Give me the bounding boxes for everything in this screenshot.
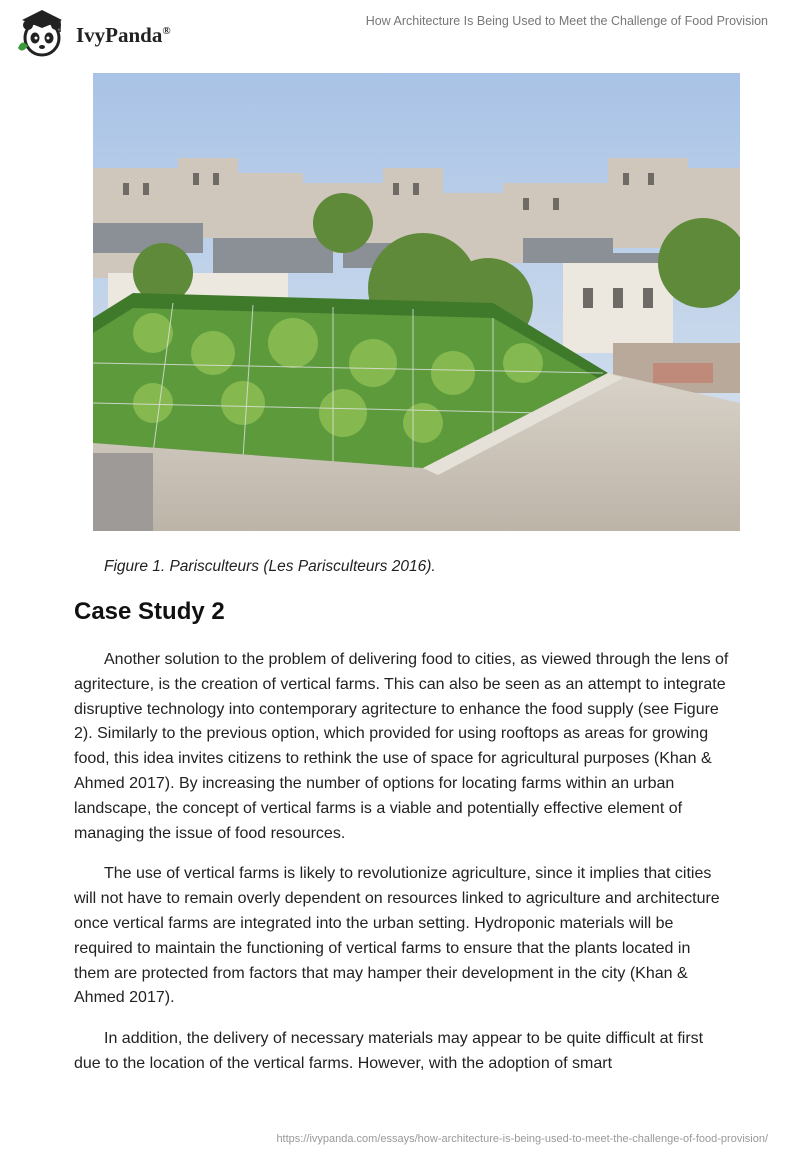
paragraph-3: In addition, the delivery of necessary materials may appear to be quite difficult at first due to the location of the vertical farms. However, with the adoption of smart <box>74 1030 704 1072</box>
section-heading: Case Study 2 <box>74 598 225 625</box>
rooftop-farm-photo <box>93 73 740 531</box>
paragraph-1: Another solution to the problem of delivering food to cities, as viewed through the lens of agritecture, is the creation of vertical farms. This can also be seen as an attempt to integrate disruptive technology into contemporary agritecture to enhance the food supply (see Figure 2). Similarly to the previous option, which provided for using rooftops as areas for growing food, this idea invites citizens to rethink the use of space for agricultural purposes (Khan & Ahmed 2017). By increasing the number of options for locating farms within an urban landscape, the concept of vertical farms is a viable and potentially effective element of managing the issue of food resources. <box>74 651 729 842</box>
panda-graduate-icon <box>14 8 74 58</box>
brand-name: IvyPanda® <box>76 22 171 47</box>
running-title: How Architecture Is Being Used to Meet the Challenge of Food Provision <box>365 14 768 28</box>
footer-source-link[interactable]: https://ivypanda.com/essays/how-architecture-is-being-used-to-meet-the-challenge-of-food-provision/ <box>276 1133 768 1145</box>
paragraph-2: The use of vertical farms is likely to revolutionize agriculture, since it implies that cities will not have to remain overly dependent on resources linked to agriculture and architecture once vertical farms are integrated into the urban setting. Hydroponic materials will be required to maintain the functioning of vertical farms to ensure that the plants located in them are protected from factors that may hamper their development in the city (Khan & Ahmed 2017). <box>74 865 720 1007</box>
article-body <box>74 648 730 1093</box>
brand-logo[interactable] <box>14 8 171 58</box>
figure-caption: Figure 1. Parisculteurs (Les Parisculteurs 2016). <box>104 558 436 575</box>
